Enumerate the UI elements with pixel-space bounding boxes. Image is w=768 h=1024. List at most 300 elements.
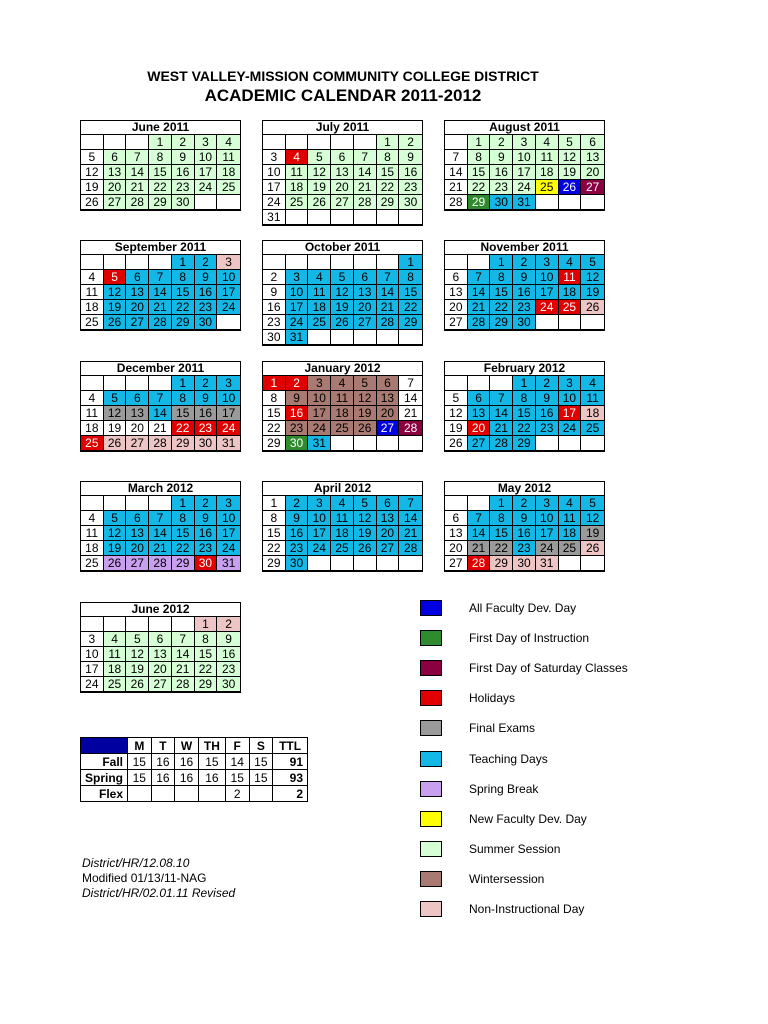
day-cell: 6: [445, 270, 468, 285]
day-cell: [445, 376, 468, 391]
day-cell: 5: [126, 632, 149, 647]
day-cell: 16: [536, 406, 559, 421]
day-cell: [149, 496, 172, 511]
day-cell: 24: [559, 421, 582, 436]
day-cell: 17: [513, 165, 536, 180]
day-cell: 6: [377, 376, 400, 391]
day-cell: [399, 210, 422, 225]
day-cell: 3: [286, 270, 309, 285]
day-cell: 15: [263, 406, 286, 421]
total-cell: 2: [273, 786, 308, 802]
day-cell: [104, 376, 127, 391]
day-cell: 22: [377, 180, 400, 195]
day-cell: 3: [513, 135, 536, 150]
legend-item: [420, 599, 577, 617]
day-cell: 24: [217, 300, 240, 315]
day-cell: 23: [195, 300, 218, 315]
day-cell: 31: [536, 556, 559, 571]
day-cell: [149, 617, 172, 632]
day-cell: 11: [81, 406, 104, 421]
day-cell: 6: [331, 150, 354, 165]
day-cell: 4: [581, 376, 604, 391]
day-cell: 20: [445, 300, 468, 315]
day-cell: 3: [217, 255, 240, 270]
day-cell: 9: [286, 511, 309, 526]
day-cell: [104, 135, 127, 150]
month-grid: [445, 496, 604, 571]
day-cell: 25: [331, 541, 354, 556]
day-cell: 10: [308, 391, 331, 406]
day-cell: 25: [286, 195, 309, 210]
day-cell: 19: [104, 541, 127, 556]
day-cell: [286, 255, 309, 270]
legend-swatch: [420, 811, 442, 827]
note-line: District/HR/02.01.11 Revised: [82, 886, 236, 900]
day-cell: 27: [468, 436, 491, 451]
day-cell: 27: [149, 677, 172, 692]
day-cell: 10: [81, 647, 104, 662]
month-grid: [263, 255, 422, 345]
day-cell: 11: [81, 526, 104, 541]
day-cell: 6: [126, 511, 149, 526]
day-cell: [354, 135, 377, 150]
day-cell: 21: [468, 300, 491, 315]
day-cell: 5: [581, 496, 604, 511]
day-cell: 3: [195, 135, 218, 150]
month-title: February 2012: [445, 362, 604, 376]
day-cell: [581, 195, 604, 210]
day-cell: 16: [490, 165, 513, 180]
day-cell: 3: [536, 496, 559, 511]
day-cell: 7: [445, 150, 468, 165]
day-cell: 6: [104, 150, 127, 165]
day-cell: [81, 135, 104, 150]
day-cell: 22: [490, 541, 513, 556]
day-cell: 16: [217, 647, 240, 662]
col-header-ttl: TTL: [273, 738, 308, 754]
day-cell: 28: [468, 315, 491, 330]
day-cell: 15: [513, 406, 536, 421]
day-cell: 22: [490, 300, 513, 315]
day-cell: [331, 556, 354, 571]
day-cell: 31: [217, 436, 240, 451]
day-cell: 25: [217, 180, 240, 195]
day-cell: 5: [104, 270, 127, 285]
day-cell: [126, 496, 149, 511]
month-calendar: [80, 481, 241, 572]
legend-item: [420, 689, 516, 707]
day-cell: 20: [581, 165, 604, 180]
day-cell: [354, 330, 377, 345]
day-cell: 31: [308, 436, 331, 451]
day-cell: [331, 330, 354, 345]
day-cell: [286, 210, 309, 225]
day-cell: 4: [559, 255, 582, 270]
month-grid: [81, 496, 240, 571]
day-cell: 18: [104, 662, 127, 677]
legend-item: [420, 659, 628, 677]
day-cell: 13: [468, 406, 491, 421]
col-header-w: W: [175, 738, 199, 754]
day-cell: 27: [377, 541, 400, 556]
month-grid: [445, 255, 604, 330]
day-cell: [581, 436, 604, 451]
day-cell: 22: [513, 421, 536, 436]
day-cell: 22: [149, 180, 172, 195]
legend-swatch: [420, 660, 442, 676]
day-cell: 11: [536, 150, 559, 165]
day-cell: 5: [354, 376, 377, 391]
day-cell: 18: [331, 526, 354, 541]
day-cell: 1: [513, 376, 536, 391]
month-title: December 2011: [81, 362, 240, 376]
day-cell: 1: [172, 255, 195, 270]
day-cell: 8: [263, 511, 286, 526]
day-cell: 26: [354, 541, 377, 556]
table-cell: 16: [151, 754, 175, 770]
table-cell: [198, 786, 225, 802]
month-grid: [81, 135, 240, 210]
day-cell: 8: [172, 511, 195, 526]
day-cell: 20: [104, 180, 127, 195]
day-cell: 23: [513, 541, 536, 556]
day-cell: 13: [126, 285, 149, 300]
day-cell: 7: [172, 632, 195, 647]
day-cell: 15: [399, 285, 422, 300]
day-cell: 11: [217, 150, 240, 165]
day-cell: [331, 436, 354, 451]
day-cell: 6: [126, 270, 149, 285]
table-cell: [128, 786, 152, 802]
month-title: May 2012: [445, 482, 604, 496]
table-cell: 2: [225, 786, 249, 802]
day-cell: [81, 255, 104, 270]
month-grid: [263, 135, 422, 225]
day-cell: 20: [331, 180, 354, 195]
day-cell: 31: [217, 556, 240, 571]
day-cell: 27: [581, 180, 604, 195]
day-cell: 19: [445, 421, 468, 436]
day-cell: 6: [354, 270, 377, 285]
day-cell: 25: [536, 180, 559, 195]
day-cell: 17: [536, 526, 559, 541]
day-cell: 22: [172, 421, 195, 436]
day-cell: 6: [468, 391, 491, 406]
table-cell: 15: [249, 770, 273, 786]
day-cell: 7: [126, 150, 149, 165]
day-cell: 1: [263, 376, 286, 391]
legend-swatch: [420, 600, 442, 616]
day-cell: 7: [354, 150, 377, 165]
day-cell: 5: [354, 496, 377, 511]
day-cell: [536, 195, 559, 210]
month-calendar: [80, 120, 241, 211]
day-cell: 16: [513, 526, 536, 541]
day-cell: 19: [354, 406, 377, 421]
day-cell: 25: [104, 677, 127, 692]
month-title: November 2011: [445, 241, 604, 255]
day-cell: 30: [286, 556, 309, 571]
legend-label: Non-Instructional Day: [469, 902, 585, 916]
day-cell: 18: [286, 180, 309, 195]
day-cell: [263, 135, 286, 150]
day-cell: 17: [559, 406, 582, 421]
day-cell: [445, 255, 468, 270]
day-cell: 15: [468, 165, 491, 180]
day-cell: 23: [286, 541, 309, 556]
day-cell: 15: [490, 285, 513, 300]
day-cell: 20: [126, 421, 149, 436]
day-cell: 26: [104, 556, 127, 571]
day-cell: 11: [559, 511, 582, 526]
legend-swatch: [420, 871, 442, 887]
day-cell: 21: [149, 421, 172, 436]
month-grid: [81, 255, 240, 330]
day-cell: 17: [286, 300, 309, 315]
day-cell: 17: [536, 285, 559, 300]
legend-item: [420, 780, 539, 798]
note-line: District/HR/12.08.10: [82, 856, 190, 870]
day-cell: 2: [195, 255, 218, 270]
day-cell: 9: [490, 150, 513, 165]
day-cell: [445, 496, 468, 511]
month-grid: [81, 617, 240, 692]
day-cell: 30: [286, 436, 309, 451]
day-cell: [559, 195, 582, 210]
legend-label: Final Exams: [469, 721, 536, 736]
day-cell: 13: [331, 165, 354, 180]
day-cell: 28: [490, 436, 513, 451]
day-cell: 2: [195, 376, 218, 391]
day-cell: 26: [445, 436, 468, 451]
day-cell: [331, 255, 354, 270]
day-cell: [81, 496, 104, 511]
day-cell: 29: [263, 436, 286, 451]
day-cell: [308, 255, 331, 270]
total-cell: 93: [273, 770, 308, 786]
day-cell: 20: [126, 541, 149, 556]
legend-swatch: [420, 720, 442, 736]
total-cell: 91: [273, 754, 308, 770]
day-cell: 24: [286, 315, 309, 330]
day-cell: [308, 556, 331, 571]
day-cell: 1: [377, 135, 400, 150]
day-cell: 15: [172, 406, 195, 421]
day-cell: 6: [377, 496, 400, 511]
day-cell: 23: [536, 421, 559, 436]
day-cell: 16: [399, 165, 422, 180]
day-cell: [308, 330, 331, 345]
month-calendar: [444, 120, 605, 211]
day-cell: 7: [490, 391, 513, 406]
day-count-row-fall: [81, 754, 308, 770]
day-cell: 19: [331, 300, 354, 315]
day-cell: 12: [104, 526, 127, 541]
day-cell: 17: [217, 406, 240, 421]
table-cell: [175, 786, 199, 802]
day-cell: 14: [126, 165, 149, 180]
day-cell: 30: [399, 195, 422, 210]
day-cell: [149, 255, 172, 270]
day-cell: 9: [195, 391, 218, 406]
col-header-f: F: [225, 738, 249, 754]
day-cell: 27: [445, 556, 468, 571]
day-cell: 14: [149, 526, 172, 541]
day-cell: 2: [513, 496, 536, 511]
day-cell: 31: [263, 210, 286, 225]
day-cell: 8: [490, 511, 513, 526]
legend-label: Summer Session: [469, 841, 561, 856]
day-cell: 12: [81, 165, 104, 180]
day-cell: 20: [468, 421, 491, 436]
day-cell: 14: [354, 165, 377, 180]
day-cell: 18: [81, 421, 104, 436]
table-cell: 15: [128, 770, 152, 786]
day-cell: 13: [377, 391, 400, 406]
day-cell: [81, 376, 104, 391]
day-cell: 11: [331, 391, 354, 406]
legend-label: New Faculty Dev. Day: [469, 811, 587, 826]
day-cell: 12: [581, 270, 604, 285]
day-cell: 14: [149, 285, 172, 300]
day-cell: 20: [354, 300, 377, 315]
col-header-m: M: [128, 738, 152, 754]
day-cell: 25: [331, 421, 354, 436]
day-cell: 5: [104, 511, 127, 526]
day-cell: 22: [399, 300, 422, 315]
month-calendar: [444, 240, 605, 331]
day-cell: 27: [445, 315, 468, 330]
day-cell: 7: [399, 496, 422, 511]
month-calendar: [80, 361, 241, 452]
day-count-row-flex: [81, 786, 308, 802]
day-cell: 9: [217, 632, 240, 647]
day-cell: [217, 315, 240, 330]
day-cell: 1: [490, 496, 513, 511]
day-cell: [354, 210, 377, 225]
day-cell: 19: [354, 526, 377, 541]
day-cell: 20: [149, 662, 172, 677]
day-cell: 23: [286, 421, 309, 436]
day-cell: 24: [536, 300, 559, 315]
day-cell: 4: [308, 270, 331, 285]
day-cell: 24: [217, 421, 240, 436]
day-cell: 25: [559, 300, 582, 315]
day-cell: 21: [445, 180, 468, 195]
row-label: Fall: [81, 754, 128, 770]
day-cell: 28: [149, 315, 172, 330]
day-cell: 12: [308, 165, 331, 180]
legend-swatch: [420, 630, 442, 646]
day-cell: [172, 617, 195, 632]
day-cell: [149, 376, 172, 391]
day-cell: 17: [81, 662, 104, 677]
day-cell: 4: [104, 632, 127, 647]
day-cell: [377, 255, 400, 270]
month-title: October 2011: [263, 241, 422, 255]
month-calendar: [262, 240, 423, 346]
day-cell: 17: [308, 526, 331, 541]
day-cell: [490, 376, 513, 391]
day-cell: 16: [263, 300, 286, 315]
day-cell: 7: [468, 511, 491, 526]
month-calendar: [80, 240, 241, 331]
day-cell: 3: [217, 496, 240, 511]
month-title: January 2012: [263, 362, 422, 376]
day-cell: [331, 210, 354, 225]
day-cell: 11: [286, 165, 309, 180]
day-cell: 17: [263, 180, 286, 195]
day-cell: 29: [172, 315, 195, 330]
day-cell: 11: [104, 647, 127, 662]
day-cell: [126, 255, 149, 270]
day-cell: 11: [308, 285, 331, 300]
day-cell: 3: [536, 255, 559, 270]
day-cell: 18: [559, 526, 582, 541]
day-cell: 13: [377, 511, 400, 526]
day-cell: 6: [126, 391, 149, 406]
day-cell: [308, 135, 331, 150]
legend-swatch: [420, 690, 442, 706]
day-cell: 19: [104, 300, 127, 315]
day-cell: 5: [104, 391, 127, 406]
day-cell: 2: [399, 135, 422, 150]
day-cell: 12: [104, 285, 127, 300]
day-cell: 23: [490, 180, 513, 195]
calendar-title: ACADEMIC CALENDAR 2011-2012: [204, 86, 482, 105]
day-cell: 14: [468, 285, 491, 300]
day-cell: 26: [581, 300, 604, 315]
day-cell: 9: [513, 270, 536, 285]
month-title: March 2012: [81, 482, 240, 496]
revision-notes: [82, 856, 235, 901]
day-cell: 9: [195, 511, 218, 526]
day-cell: 8: [172, 270, 195, 285]
day-cell: 11: [81, 285, 104, 300]
day-cell: 26: [81, 195, 104, 210]
day-cell: 29: [172, 436, 195, 451]
legend-item: [420, 870, 545, 888]
day-cell: 23: [217, 662, 240, 677]
day-cell: 30: [217, 677, 240, 692]
day-cell: 21: [149, 541, 172, 556]
day-cell: 15: [490, 526, 513, 541]
day-cell: 21: [149, 300, 172, 315]
day-cell: [126, 617, 149, 632]
day-cell: 21: [399, 526, 422, 541]
day-cell: 29: [377, 195, 400, 210]
day-cell: 28: [445, 195, 468, 210]
day-cell: 10: [536, 511, 559, 526]
day-cell: 22: [468, 180, 491, 195]
day-cell: 30: [195, 556, 218, 571]
day-cell: 5: [559, 135, 582, 150]
day-cell: 14: [468, 526, 491, 541]
day-cell: 22: [195, 662, 218, 677]
day-cell: 4: [331, 376, 354, 391]
day-cell: 23: [195, 421, 218, 436]
day-cell: 8: [377, 150, 400, 165]
day-cell: 31: [286, 330, 309, 345]
day-cell: 10: [217, 270, 240, 285]
legend-label: Spring Break: [469, 781, 539, 796]
day-cell: 21: [490, 421, 513, 436]
day-cell: 13: [354, 285, 377, 300]
day-cell: 3: [81, 632, 104, 647]
day-cell: 15: [172, 285, 195, 300]
day-cell: 2: [263, 270, 286, 285]
day-cell: 23: [263, 315, 286, 330]
